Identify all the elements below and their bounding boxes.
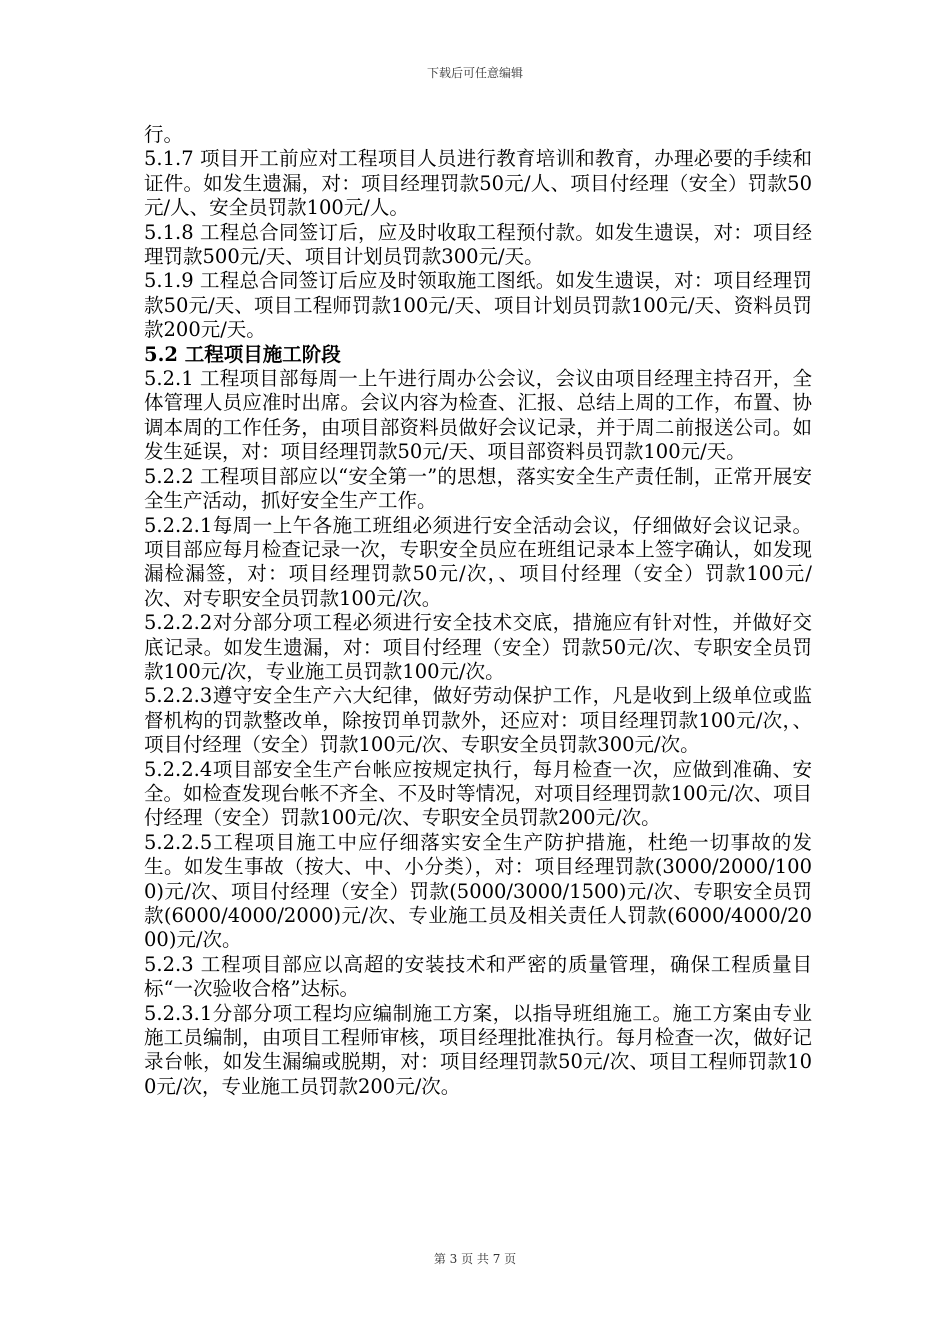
page-footer: 第 3 页 共 7 页 [433,1252,517,1266]
paragraph-5-1-7: 5.1.7 项目开工前应对工程项目人员进行教育培训和教育，办理必要的手续和证件。如发生遗漏，对：项目经理罚款50元/人、项目付经理（安全）罚款50元/人、安全员罚款100元/人。 [144,147,812,220]
paragraph-5-2-2: 5.2.2 工程项目部应以“安全第一”的思想，落实安全生产责任制，正常开展安全生产活动，抓好安全生产工作。 [144,464,812,513]
paragraph-5-2-2-5: 5.2.2.5工程项目施工中应仔细落实安全生产防护措施，杜绝一切事故的发生。如发生事故（按大、中、小分类），对：项目经理罚款(3000/2000/1000)元/次、项目付经理（安全）罚款(5000/3000/1500)元/次、专职安全员罚款(6000/4000/2000)元/次、专业施工员及相关责任人罚款(6000/4000/2000)元/次。 [144,830,812,952]
paragraph-5-2-3-1: 5.2.3.1分部分项工程均应编制施工方案，以指导班组施工。施工方案由专业施工员编制，由项目工程师审核，项目经理批准执行。每月检查一次，做好记录台帐，如发生漏编或脱期，对：项目经理罚款50元/次、项目工程师罚款100元/次，专业施工员罚款200元/次。 [144,1001,812,1098]
paragraph-5-2-3: 5.2.3 工程项目部应以高超的安装技术和严密的质量管理，确保工程质量目标“一次验收合格”达标。 [144,952,812,1001]
page-header: 下载后可任意编辑 [426,66,523,80]
paragraph-5-2-2-3: 5.2.2.3遵守安全生产六大纪律，做好劳动保护工作，凡是收到上级单位或监督机构的罚款整改单，除按罚单罚款外，还应对：项目经理罚款100元/次，、项目付经理（安全）罚款100元/次、专职安全员罚款300元/次。 [144,684,812,757]
paragraph-5-2-2-4: 5.2.2.4项目部安全生产台帐应按规定执行，每月检查一次，应做到准确、安全。如检查发现台帐不齐全、不及时等情况，对项目经理罚款100元/次、项目付经理（安全）罚款100元/次、专职安全员罚款200元/次。 [144,757,812,830]
paragraph-5-2-1: 5.2.1 工程项目部每周一上午进行周办公会议，会议由项目经理主持召开，全体管理人员应准时出席。会议内容为检查、汇报、总结上周的工作，布置、协调本周的工作任务，由项目部资料员做好会议记录，并于周二前报送公司。如发生延误，对：项目经理罚款50元/天、项目部资料员罚款100元/天。 [144,367,812,464]
section-heading-5-2: 5.2 工程项目施工阶段 [144,342,341,366]
paragraph-5-1-8: 5.1.8 工程总合同签订后，应及时收取工程预付款。如发生遗误，对：项目经理罚款500元/天、项目计划员罚款300元/天。 [144,220,812,269]
paragraph-5-2-2-2: 5.2.2.2对分部分项工程必须进行安全技术交底，措施应有针对性，并做好交底记录。如发生遗漏，对：项目付经理（安全）罚款50元/次、专职安全员罚款100元/次，专业施工员罚款100元/次。 [144,611,812,683]
paragraph-continuation: 行。 [144,123,184,146]
document-body [144,123,812,1099]
paragraph-5-1-9: 5.1.9 工程总合同签订后应及时领取施工图纸。如发生遗误，对：项目经理罚款50元/天、项目工程师罚款100元/天、项目计划员罚款100元/天、资料员罚款200元/天。 [144,269,812,342]
paragraph-5-2-2-1: 5.2.2.1每周一上午各施工班组必须进行安全活动会议，仔细做好会议记录。项目部应每月检查记录一次，专职安全员应在班组记录本上签字确认，如发现漏检漏签，对：项目经理罚款50元/次，、项目付经理（安全）罚款100元/次、对专职安全员罚款100元/次。 [144,513,812,610]
